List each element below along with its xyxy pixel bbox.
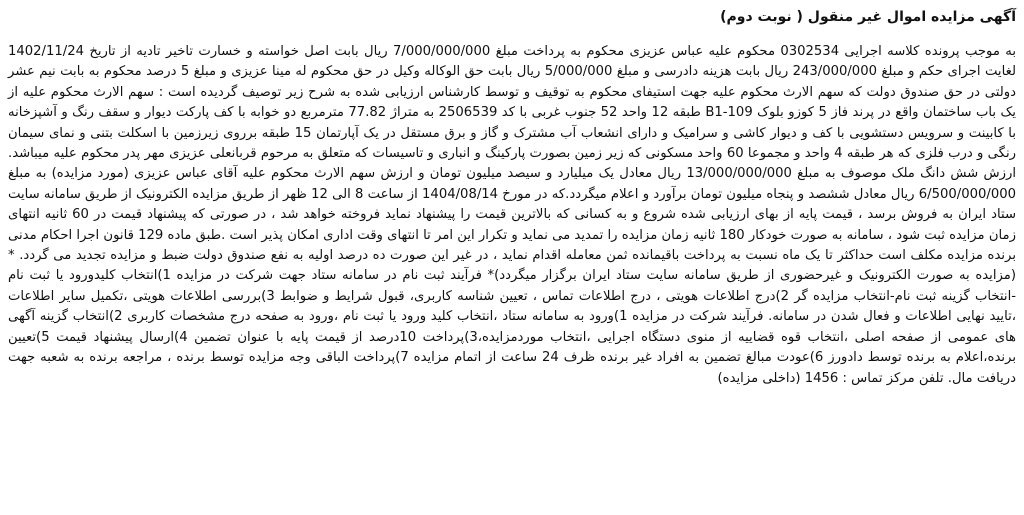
auction-notice	[8, 6, 1016, 389]
notice-body: به موجب پرونده کلاسه اجرایی 0302534 محکوم علیه عباس عزیزی محکوم به پرداخت مبلغ 7/000/000/000 ریال بابت اصل خواسته و خسارت تاخیر تادیه از تاریخ 1402/11/24 لغایت اجرای حکم و مبلغ 243/000/000 ریال بابت هزینه دادرسی و مبلغ 5/000/000 ریال بابت حق الوکاله وکیل در حق محکوم له مینا عزیزی و مبلغ 5 درصد محکوم به بابت نیم عشر دولتی در حق صندوق دولت که سهم الارث محکوم علیه جهت استیفای محکوم به توقیف و توسط کارشناس ارزیابی شده به شرح زیر توصیف گردیده است : سهم الارث محکوم علیه از یک باب ساختمان واقع در پرند فاز 5 کوزو بلوک 109-B1 طبقه 12 واحد 52 جنوب غربی با کد 2506539 به متراژ 77.82 مترمربع دو خوابه با کف پارکت دیوار و سقف رنگ و آشپزخانه با کابینت و سرویس دستشویی با کف و دیوار کاشی و سرامیک و دارای انشعاب آب مشترک و گاز و برق مستقل در یک آپارتمان 15 طبقه برروی زیرزمین با اسکلت بتنی و نمای سیمان رنگی و درب فلزی که هر طبقه 4 واحد و مجموعا 60 واحد مسکونی که زیر زمین بصورت پارکینگ و انباری و تاسیسات که متعلق به مرحوم قربانعلی عزیزی مهر پدر محکوم علیه میباشد. ارزش شش دانگ ملک موصوف به مبلغ 13/000/000/000 ریال معادل یک میلیارد و سیصد میلیون تومان و ارزش سهم الارث محکوم علیه آقای عباس عزیزی (مورد مزایده) به مبلغ 6/500/000/000 ریال معادل ششصد و پنجاه میلیون تومان برآورد و اعلام میگردد.که در مورخ 1404/08/14 از ساعت 8 الی 12 ظهر از طریق مزایده الکترونیک از طریق سامانه سایت ستاد ایران به فروش برسد ، قیمت پایه از بهای ارزیابی شده شروع و به کسانی که بالاترین قیمت را پیشنهاد نماید فروخته خواهد شد ، در صورتی که پیشنهاد قیمت در 60 ثانیه انتهای زمان مزایده ثبت شود ، سامانه به صورت خودکار 180 ثانیه زمان مزایده را تمدید می نماید و تکرار این امر تا انتهای وقت اداری امکان پذیر است .طبق ماده 129 قانون اجرا احکام مدنی برنده مزایده مکلف است حداکثر تا یک ماه نسبت به پرداخت باقیمانده ثمن معامله اقدام نماید ، در غیر این صورت ده درصد اولیه به نفع صندوق دولت ضبط و مزایده تجدید می گردد. *(مزایده به صورت الکترونیک و غیرحضوری از طریق سامانه سایت ستاد ایران برگزار میگردد)* فرآیند ثبت نام در سامانه ستاد جهت شرکت در مزایده 1)انتخاب کلیدورود یا ثبت نام -انتخاب گزینه ثبت نام-انتخاب مزایده گر 2)درج اطلاعات هویتی ، درج اطلاعات تماس ، تعیین شناسه کاربری، قبول شرایط و ضوابط 3)بررسی اطلاعات هویتی ،تکمیل سایر اطلاعات ،تایید نهایی اطلاعات و فعال شدن در سامانه. فرآیند شرکت در مزایده 1)ورود به سامانه ستاد ،انتخاب کلید ورود یا ثبت نام ،ورود به صفحه درج مشخصات کاربری 2)انتخاب گزینه آگهی های عمومی از صفحه اصلی ،انتخاب قوه قضاییه از منوی دستگاه اجرایی ،انتخاب موردمزایده،3)پرداخت 10درصد از قیمت پایه با عنوان تضمین 4)ارسال پیشنهاد قیمت 5)تعیین برنده،اعلام به برنده توسط دادورز 6)عودت مبالغ تضمین به افراد غیر برنده ظرف 24 ساعت از اتمام مزایده 7)پرداخت الباقی وجه مزایده توسط برنده ، مراجعه برنده به شعبه جهت دریافت مال. تلفن مرکز تماس : 1456 (داخلی مزایده)	[8, 44, 1017, 386]
notice-title: آگهی مزایده اموال غیر منقول ( نوبت دوم)	[720, 9, 1016, 25]
